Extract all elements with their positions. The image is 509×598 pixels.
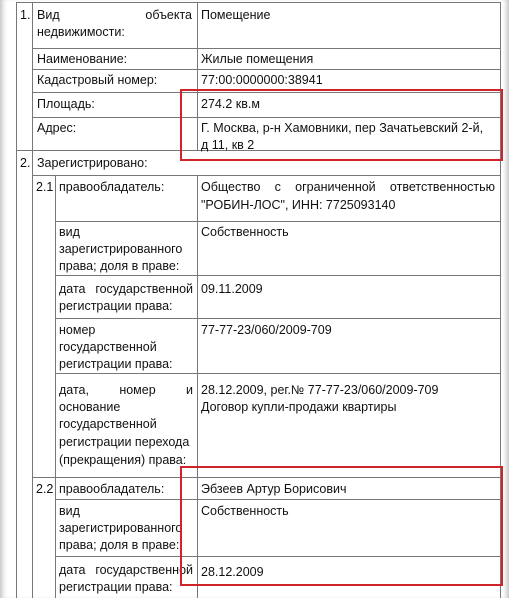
right-type-label-line3: права; доля в праве:	[59, 538, 180, 552]
reg-number-value: 77-77-23/060/2009-709	[201, 323, 332, 337]
reg-date-label-word: государственной	[95, 282, 193, 296]
right-type-label-line2: зарегистрированного	[59, 521, 183, 535]
subsection-2-2-number: 2.2	[36, 482, 54, 496]
holder-value-line2: "РОБИН-ЛОС", ИНН: 7725093140	[201, 198, 396, 212]
row-divider	[32, 69, 501, 70]
address-value-line1: Г. Москва, р-н Хамовники, пер Зачатьевский 2-й,	[201, 121, 484, 135]
object-type-label-word: Вид	[37, 8, 60, 22]
holder-value-word: с	[274, 180, 281, 194]
reg-date-label-line1	[59, 562, 193, 579]
row-divider	[55, 373, 501, 374]
object-type-label	[37, 7, 192, 24]
table-border-left	[16, 2, 17, 598]
reg-date-label-line2: регистрации права:	[59, 299, 173, 313]
right-type-label-line1: вид	[59, 504, 80, 518]
transfer-label-word: и	[186, 383, 193, 397]
reg-date-label-word: дата	[59, 563, 86, 577]
reg-number-label-line2: государственной	[59, 340, 157, 354]
right-type-label-line3: права; доля в праве:	[59, 259, 180, 273]
right-type-label-line1: вид	[59, 225, 80, 239]
transfer-label-word: дата,	[59, 383, 89, 397]
name-label: Наименование:	[37, 52, 128, 66]
transfer-label-line2: основание	[59, 400, 121, 414]
row-divider	[55, 275, 501, 276]
transfer-label-line3: государственной	[59, 417, 157, 431]
section2-title: Зарегистрировано:	[37, 156, 148, 170]
object-type-value: Помещение	[201, 8, 271, 22]
reg-date-label-word: государственной	[95, 563, 193, 577]
holder-value-word: Общество	[201, 180, 261, 194]
highlight-frame-new-owner	[180, 466, 503, 586]
holder-value-line1	[201, 179, 495, 196]
transfer-label-line1	[59, 382, 193, 399]
object-type-label-line2: недвижимости:	[37, 25, 125, 39]
transfer-label-word: номер	[119, 383, 156, 397]
transfer-label-line5: (прекращения) права:	[59, 453, 187, 467]
area-value: 274.2 кв.м	[201, 97, 260, 111]
reg-number-label-line1: номер	[59, 323, 96, 337]
subsection-2-1-number: 2.1	[36, 180, 54, 194]
holder-value-word: ответственностью	[389, 180, 495, 194]
object-type-label-word: объекта	[145, 8, 192, 22]
reg-number-label-line3: регистрации права:	[59, 357, 173, 371]
name-value: Жилые помещения	[201, 52, 314, 66]
holder-label: правообладатель:	[59, 180, 165, 194]
transfer-label-line4: регистрации перехода	[59, 435, 190, 449]
reg-date-value: 28.12.2009	[201, 565, 264, 579]
right-type-value: Собственность	[201, 504, 289, 518]
reg-date-value: 09.11.2009	[201, 282, 263, 296]
cadastral-value: 77:00:0000000:38941	[201, 73, 323, 87]
subnum-column-divider	[55, 175, 56, 598]
holder-value-word: ограниченной	[295, 180, 376, 194]
table-border-top	[16, 2, 501, 3]
row-divider	[32, 175, 501, 176]
area-label: Площадь:	[37, 97, 95, 111]
highlight-frame-area-address	[180, 89, 503, 161]
address-value-line2: д 11, кв 2	[201, 138, 255, 152]
row-divider	[32, 48, 501, 49]
transfer-value-line2: Договор купли-продажи квартиры	[201, 400, 397, 414]
section2-number: 2.	[20, 156, 31, 170]
holder-label: правообладатель:	[59, 482, 165, 496]
right-type-label-line2: зарегистрированного	[59, 242, 183, 256]
reg-date-label-line1	[59, 281, 193, 298]
right-type-value: Собственность	[201, 225, 289, 239]
transfer-value-line1: 28.12.2009, рег.№ 77-77-23/060/2009-709	[201, 383, 439, 397]
row-divider	[55, 221, 501, 222]
section1-number: 1.	[20, 8, 31, 22]
cadastral-label: Кадастровый номер:	[37, 73, 158, 87]
reg-date-label-line2: регистрации права:	[59, 580, 173, 594]
address-label: Адрес:	[37, 121, 77, 135]
row-divider	[55, 318, 501, 319]
holder-value: Эбзеев Артур Борисович	[201, 482, 347, 496]
reg-date-label-word: дата	[59, 282, 86, 296]
